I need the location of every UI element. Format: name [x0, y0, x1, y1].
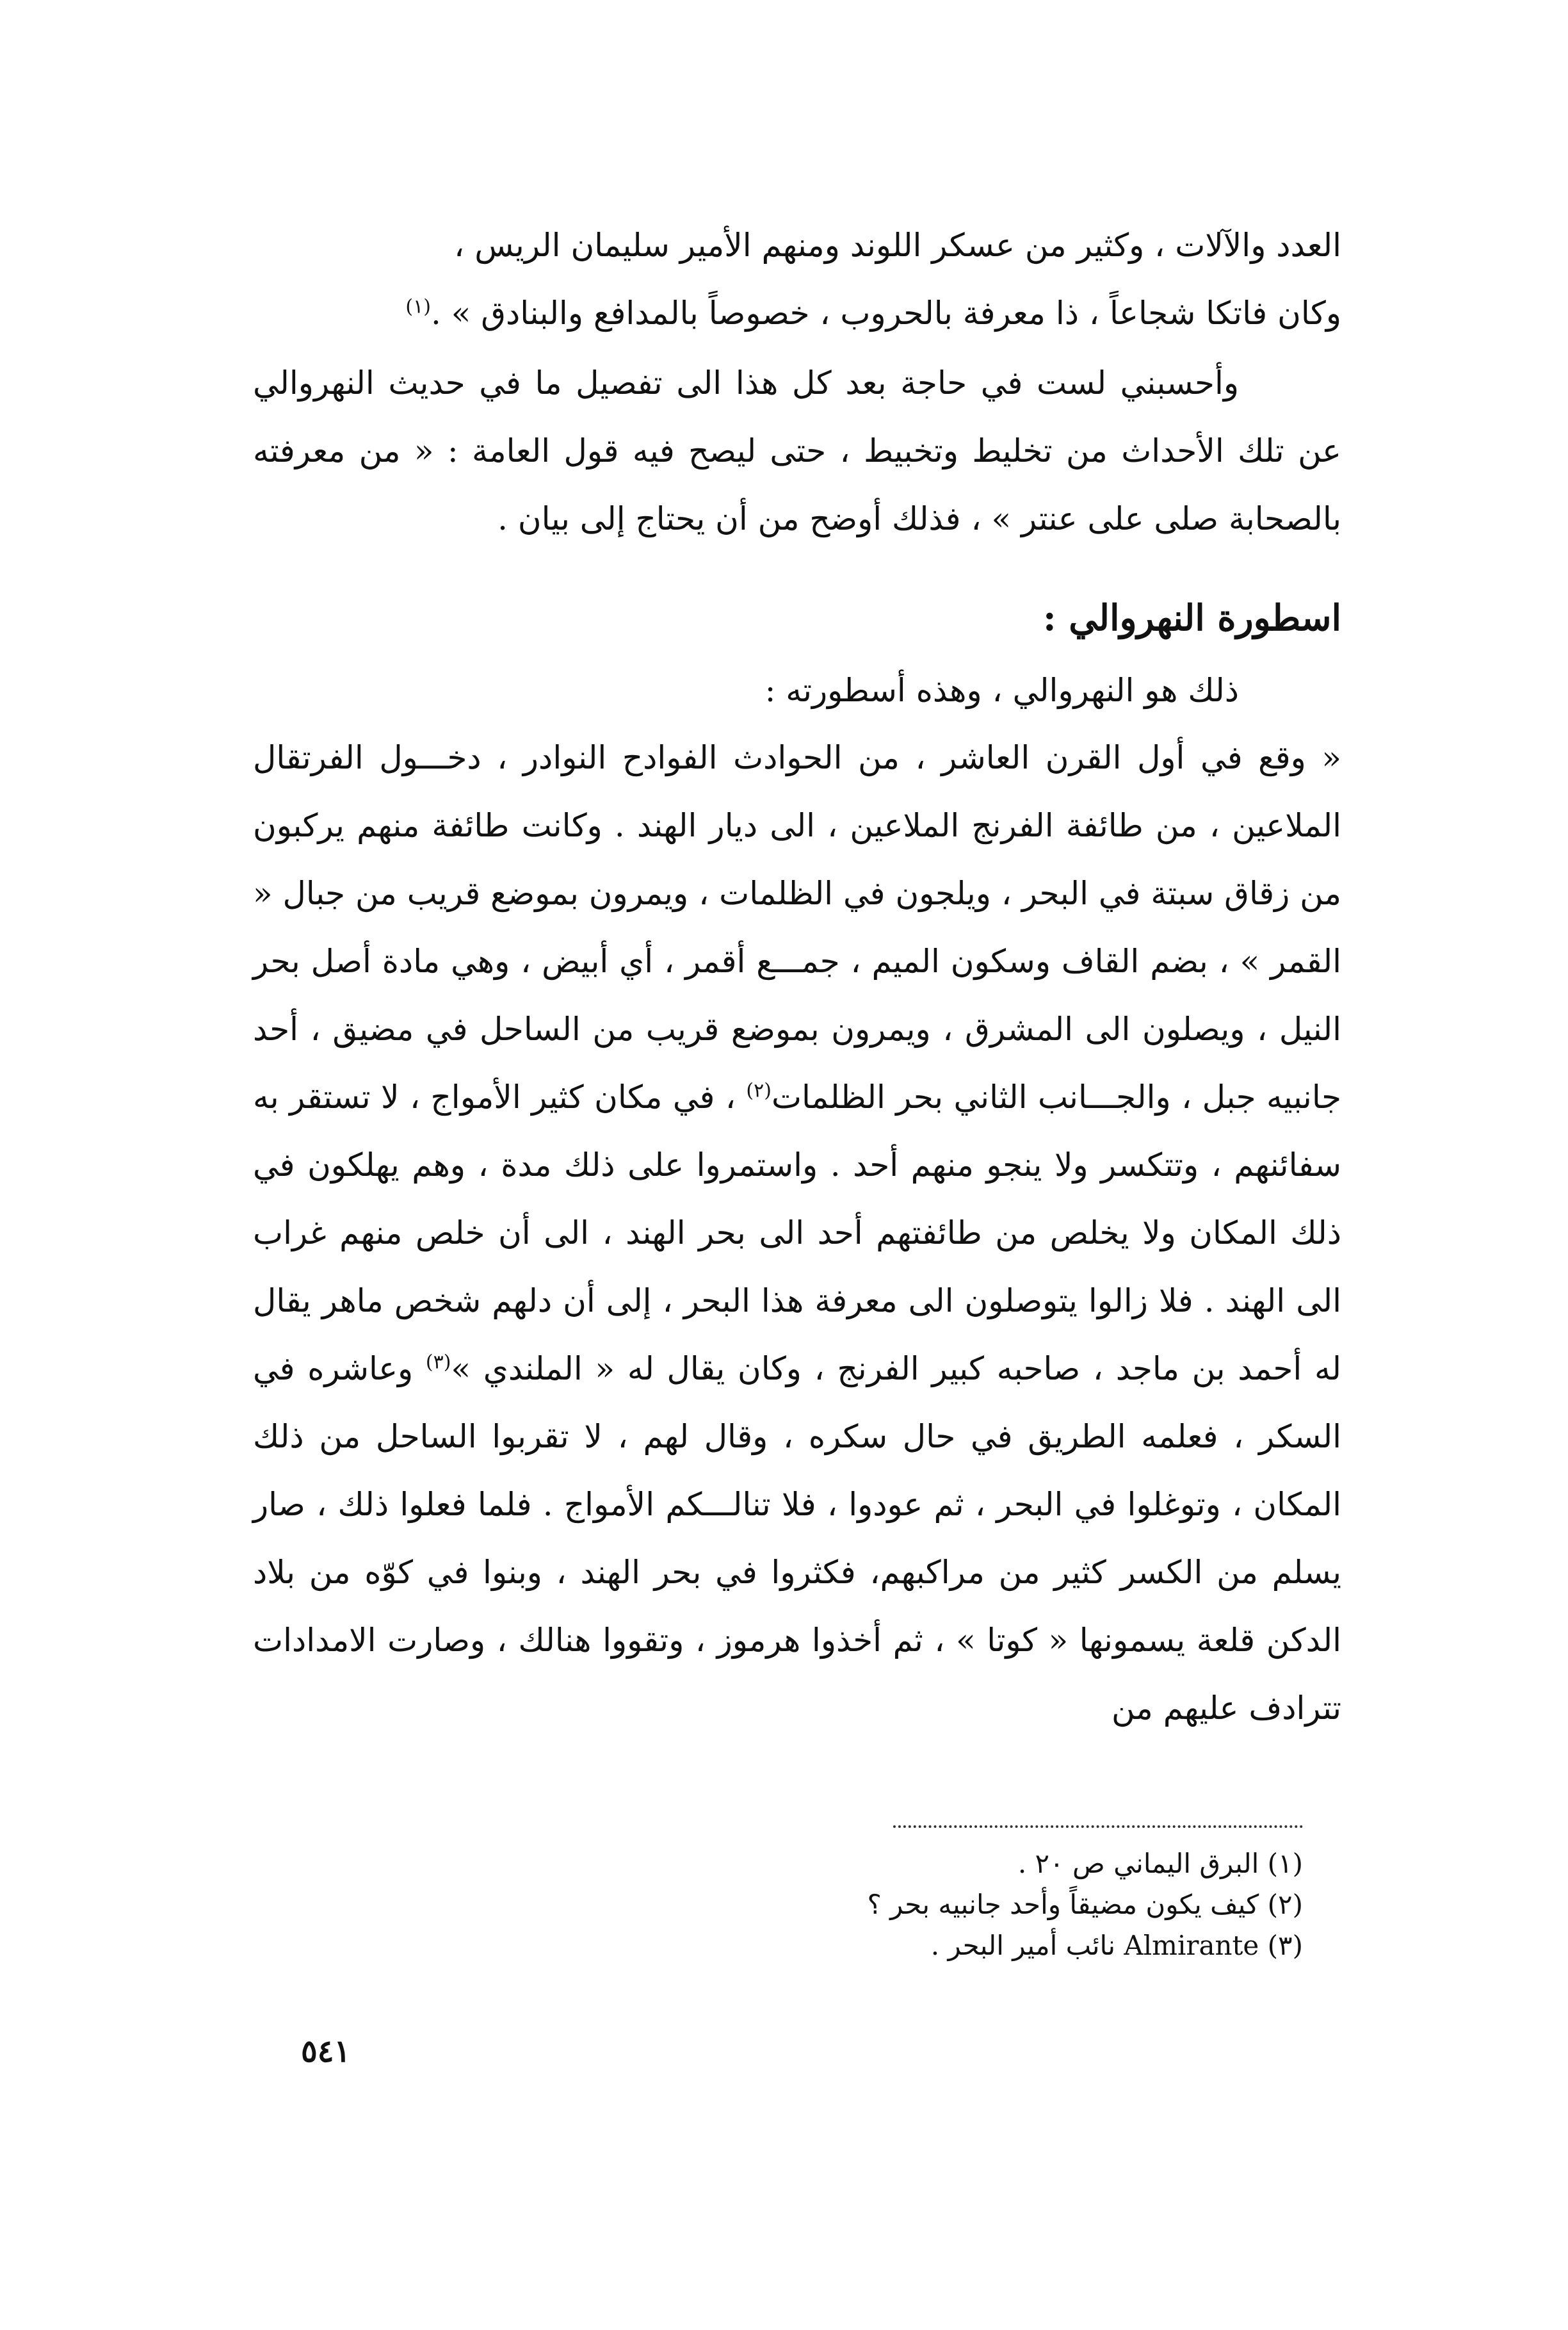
text-line-with-reference	[253, 279, 1341, 347]
paragraph-continuation	[253, 211, 1341, 347]
footnotes	[253, 1843, 1303, 1966]
footnote: (٣) Almirante نائب أمير البحر .	[930, 1930, 1303, 1961]
footnote-reference: (١)	[405, 295, 431, 318]
footnote: (١) البرق اليماني ص ٢٠ .	[1017, 1848, 1303, 1879]
paragraph	[253, 656, 1341, 724]
footnote-divider	[893, 1825, 1303, 1828]
footnote-reference: (٢)	[746, 1079, 772, 1102]
paragraph	[253, 349, 1341, 553]
paragraph-text: ذلك هو النهروالي ، وهذه أسطورته :	[764, 672, 1239, 709]
quoted-passage-text	[253, 724, 1341, 1742]
page-number: ٥٤١	[301, 2033, 351, 2069]
passage-text: « وقع في أول القرن العاشر ، من الحوادث الفوادح النوادر ، دخـــول الفرتقال الملاعين ، من طائفة الفرنج الملاعين ، الى ديار الهند . وكانت طائفة منهم يركبون من زقاق سبتة في البحر ، ويلجون في الظلمات ، ويمرون بموضع قريب من جبال « القمر » ، بضم القاف وسكون الميم ، جمـــع أقمر ، أي أبيض ، وهي مادة أصل بحر النيل ، ويصلون الى المشرق ، ويمرون بموضع قريب من الساحل في مضيق ، أحد جانبيه جبل ، والجـــانب الثاني بحر الظلمات	[253, 739, 1341, 1116]
footnote: (٢) كيف يكون مضيقاً وأحد جانبيه بحر ؟	[867, 1889, 1303, 1920]
section-heading: اسطورة النهروالي :	[1043, 597, 1341, 639]
passage-text: ، في مكان كثير الأمواج ، لا تستقر به سفائنهم ، وتتكسر ولا ينجو منهم أحد . واستمروا على ذلك مدة ، وهم يهلكون في ذلك المكان ولا يخلص من طائفتهم أحد الى بحر الهند ، الى أن خلص منهم غراب الى الهند . فلا زالوا يتوصلون الى معرفة هذا البحر ، إلى أن دلهم شخص ماهر يقال له أحمد بن ماجد ، صاحبه كبير الفرنج ، وكان يقال له « الملندي »	[253, 1079, 1341, 1387]
text-line: العدد والآلات ، وكثير من عسكر اللوند ومنهم الأمير سليمان الريس ،	[454, 227, 1341, 264]
footnote-reference: (٣)	[425, 1351, 451, 1374]
paragraph-text: وأحسبني لست في حاجة بعد كل هذا الى تفصيل ما في حديث النهروالي عن تلك الأحداث من تخليط وتخبيط ، حتى ليصح فيه قول العامة : « من معرفته بالصحابة صلى على عنتر » ، فذلك أوضح من أن يحتاج إلى بيان .	[253, 364, 1341, 537]
passage-text: وعاشره في السكر ، فعلمه الطريق في حال سكره ، وقال لهم ، لا تقربوا الساحل من ذلك المكان ، وتوغلوا في البحر ، ثم عودوا ، فلا تنالـــكم الأمواج . فلما فعلوا ذلك ، صار يسلم من الكسر كثير من مراكبهم، فكثروا في بحر الهند ، وبنوا في كوّه من بلاد الدكن قلعة يسمونها « كوتا » ، ثم أخذوا هرموز ، وتقووا هنالك ، وصارت الامدادات تترادف عليهم من	[253, 1350, 1342, 1727]
quoted-passage	[253, 724, 1341, 1742]
text-line: وكان فاتكا شجاعاً ، ذا معرفة بالحروب ، خصوصاً بالمدافع والبنادق » .	[430, 295, 1341, 332]
